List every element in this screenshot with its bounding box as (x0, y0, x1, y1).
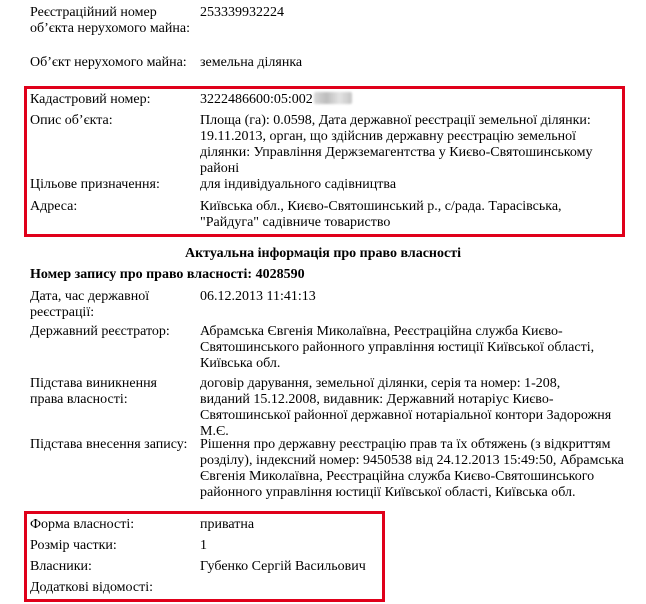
label-purpose: Цільове призначення: (30, 177, 160, 192)
label-ownership-form: Форма власності: (30, 517, 135, 532)
value-registration-number: 253339932224 (200, 5, 284, 20)
label-registration-number: Реєстраційний номер об’єкта нерухомого майна: (30, 5, 190, 36)
value-address: Київська обл., Києво-Святошинський р., с/рада. Тарасівська, "Райдуга" садівниче товариство (200, 199, 562, 230)
value-registration-date: 06.12.2013 11:41:13 (200, 289, 316, 304)
label-additional-info: Додаткові відомості: (30, 580, 154, 595)
record-number: Номер запису про право власності: 4028590 (30, 267, 305, 282)
label-registrar: Державний реєстратор: (30, 324, 170, 339)
label-address: Адреса: (30, 199, 78, 214)
value-object-description: Площа (га): 0.0598, Дата державної реєстрації земельної ділянки: 19.11.2013, орган, що здійснив державну реєстрацію земельної ділянки: Управління Держземагентства у Києво-Святошинському районі (200, 113, 593, 176)
label-owners: Власники: (30, 559, 92, 574)
label-property-object: Об’єкт нерухомого майна: (30, 55, 187, 70)
label-object-description: Опис об’єкта: (30, 113, 113, 128)
value-property-object: земельна ділянка (200, 55, 303, 70)
label-share-size: Розмір частки: (30, 538, 117, 553)
value-share-size: 1 (200, 538, 207, 553)
highlight-box-land-info (24, 86, 625, 237)
section-heading: Актуальна інформація про право власності (185, 246, 461, 261)
label-entry-basis: Підстава внесення запису: (30, 437, 188, 452)
value-ownership-basis: договір дарування, земельної ділянки, серія та номер: 1-208, виданий 15.12.2008, видавник: Державний нотаріус Києво-Святошинської районної державної нотаріальної контори Задорожня М.Є. (200, 376, 612, 439)
value-registrar: Абрамська Євгенія Миколаївна, Реєстраційна служба Києво-Святошинського районного управління юстиції Київської області, Київська обл. (200, 324, 595, 371)
label-cadastral-number: Кадастровий номер: (30, 92, 151, 107)
value-entry-basis: Рішення про державну реєстрацію прав та їх обтяжень (з відкриттям розділу), індексний номер: 9450538 від 24.12.2013 15:49:50, Абрамська Євгенія Миколаївна, Реєстраційна служба Києво-Святошинського районного управління юстиції Київської області, Київська обл. (200, 437, 624, 500)
cadastral-number-text: 3222486600:05:002 (200, 92, 313, 107)
value-owners: Губенко Сергій Васильович (200, 559, 366, 574)
highlight-box-ownership (24, 511, 385, 602)
label-registration-date: Дата, час державної реєстрації: (30, 289, 150, 320)
label-ownership-basis: Підстава виникнення права власності: (30, 376, 157, 407)
value-purpose: для індивідуального садівництва (200, 177, 397, 192)
value-ownership-form: приватна (200, 517, 255, 532)
